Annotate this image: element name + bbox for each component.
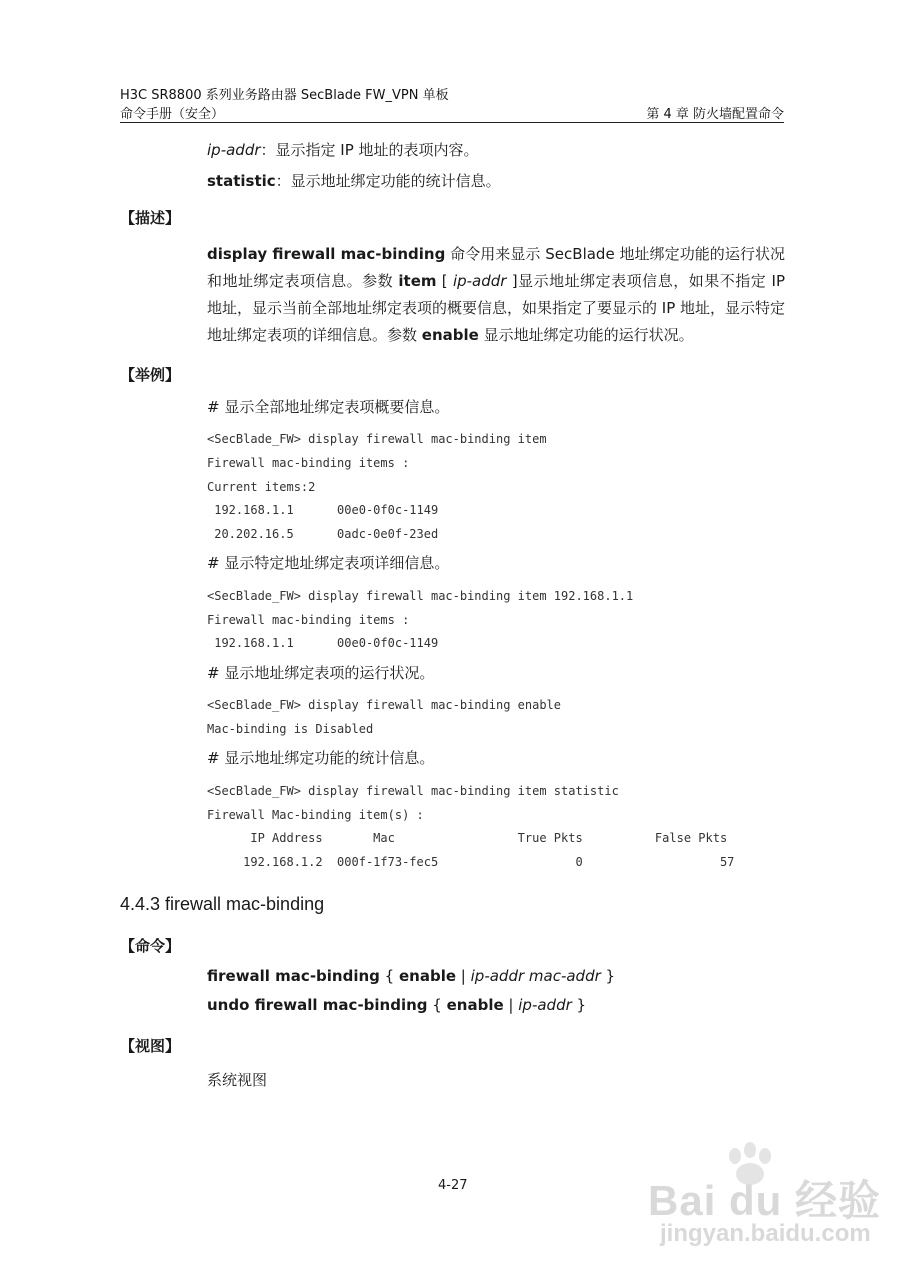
code-line: <SecBlade_FW> display firewall mac-binding item 192.168.1.1 [207, 589, 634, 603]
code-line: Current items:2 [207, 480, 316, 494]
example-heading: 【举例】 [120, 366, 181, 384]
code-line: <SecBlade_FW> display firewall mac-binding item statistic [207, 784, 619, 798]
text: | [503, 996, 519, 1014]
example-caption: # 显示地址绑定表项的运行状况。 [207, 664, 435, 682]
code-line: Firewall mac-binding items : [207, 456, 410, 470]
undo-command-syntax [207, 992, 586, 1019]
text: ]显示地址绑定表项信息，如果不指定 IP 地址，显示当前全部地址绑定表项的概要信息，如果指定了要显示的 IP 地址，显示特定地址绑定表项的详细信息。参数 [207, 272, 786, 344]
text: | [456, 967, 471, 985]
param-statistic [207, 168, 501, 195]
text: { [379, 967, 399, 985]
code-line: <SecBlade_FW> display firewall mac-binding item [207, 432, 547, 446]
description-paragraph [207, 241, 785, 349]
text: 命令用来显示 SecBlade 地址绑定功能的运行状况和地址绑定表项信息。参数 [207, 245, 785, 290]
command-heading: 【命令】 [120, 937, 181, 955]
code-line: 192.168.1.1 00e0-0f0c-1149 [207, 503, 439, 517]
param-term: statistic [207, 172, 276, 190]
header-manual-name: 命令手册（安全） [120, 107, 225, 122]
keyword-ip-addr: ip-addr [452, 272, 507, 290]
example-caption: # 显示地址绑定功能的统计信息。 [207, 749, 435, 767]
header-title: H3C SR8800 系列业务路由器 SecBlade FW_VPN 单板 [120, 88, 449, 103]
command-args: ip-addr [518, 996, 572, 1014]
example-caption: # 显示全部地址绑定表项概要信息。 [207, 398, 450, 416]
code-line: <SecBlade_FW> display firewall mac-binding enable [207, 698, 562, 712]
description-heading: 【描述】 [120, 209, 181, 227]
command-args: ip-addr mac-addr [470, 967, 601, 985]
code-line: IP Address Mac True Pkts False Pkts [207, 831, 728, 845]
param-term: ip-addr [207, 141, 261, 159]
param-desc: ：显示指定 IP 地址的表项内容。 [260, 141, 479, 159]
code-line: Firewall Mac-binding item(s) : [207, 808, 424, 822]
code-line: 192.168.1.1 00e0-0f0c-1149 [207, 636, 439, 650]
text: } [571, 996, 587, 1014]
view-heading: 【视图】 [120, 1037, 181, 1055]
text: [ [436, 272, 453, 290]
text: } [600, 967, 616, 985]
command-name: undo firewall mac-binding [207, 996, 428, 1014]
watermark-url: jingyan.baidu.com [660, 1220, 871, 1247]
code-line: 20.202.16.5 0adc-0e0f-23ed [207, 527, 439, 541]
text: { [427, 996, 447, 1014]
param-ip-addr [207, 137, 479, 164]
keyword-enable: enable [421, 326, 479, 344]
keyword-enable: enable [446, 996, 504, 1014]
param-desc: ：显示地址绑定功能的统计信息。 [275, 172, 501, 190]
code-line: Firewall mac-binding items : [207, 613, 410, 627]
keyword-enable: enable [399, 967, 457, 985]
header-chapter: 第 4 章 防火墙配置命令 [646, 107, 784, 122]
text: 显示地址绑定功能的运行状况。 [478, 326, 694, 344]
command-name: display firewall mac-binding [207, 245, 446, 263]
watermark-brand: Bai du 经验 [648, 1177, 882, 1224]
view-name: 系统视图 [207, 1071, 268, 1089]
command-name: firewall mac-binding [207, 967, 380, 985]
command-syntax [207, 963, 615, 990]
keyword-item: item [398, 272, 437, 290]
page-number: 4-27 [438, 1178, 468, 1193]
code-line: Mac-binding is Disabled [207, 722, 374, 736]
header-divider [120, 122, 784, 123]
example-caption: # 显示特定地址绑定表项详细信息。 [207, 554, 450, 572]
code-line: 192.168.1.2 000f-1f73-fec5 0 57 [207, 855, 735, 869]
section-title: 4.4.3 firewall mac-binding [120, 894, 325, 914]
